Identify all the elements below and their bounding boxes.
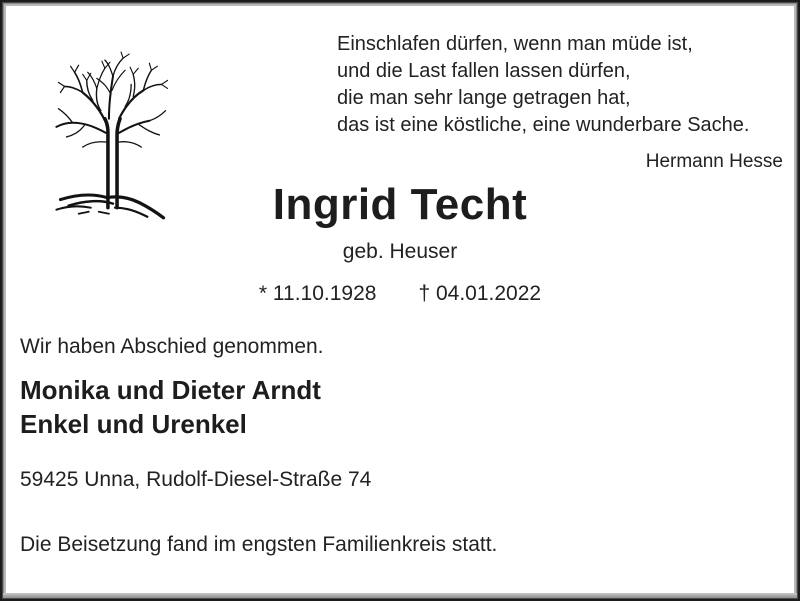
quote-line: Einschlafen dürfen, wenn man müde ist, [337, 33, 693, 55]
address-text: 59425 Unna, Rudolf-Diesel-Straße 74 [20, 468, 372, 491]
death-date: † 04.01.2022 [418, 282, 542, 305]
birth-name: geb. Heuser [342, 240, 458, 263]
life-dates [0, 282, 800, 306]
deceased-name: Ingrid Techt [272, 180, 528, 229]
mourners-list [20, 373, 780, 441]
mourner-line: Monika und Dieter Arndt [20, 375, 321, 405]
quote-line: die man sehr lange getragen hat, [337, 87, 631, 109]
quote-author: Hermann Hesse [645, 151, 783, 172]
quote-line: das ist eine köstliche, eine wunderbare Sache. [337, 114, 750, 136]
deceased-header [0, 180, 800, 306]
funeral-note: Die Beisetzung fand im engsten Familienkreis statt. [20, 533, 498, 556]
birth-date: * 11.10.1928 [258, 282, 377, 305]
notice-body [20, 335, 780, 441]
quote-line: und die Last fallen lassen dürfen, [337, 60, 631, 82]
memorial-quote [337, 31, 789, 173]
farewell-text: Wir haben Abschied genommen. [20, 335, 324, 358]
mourner-line: Enkel und Urenkel [20, 409, 247, 439]
